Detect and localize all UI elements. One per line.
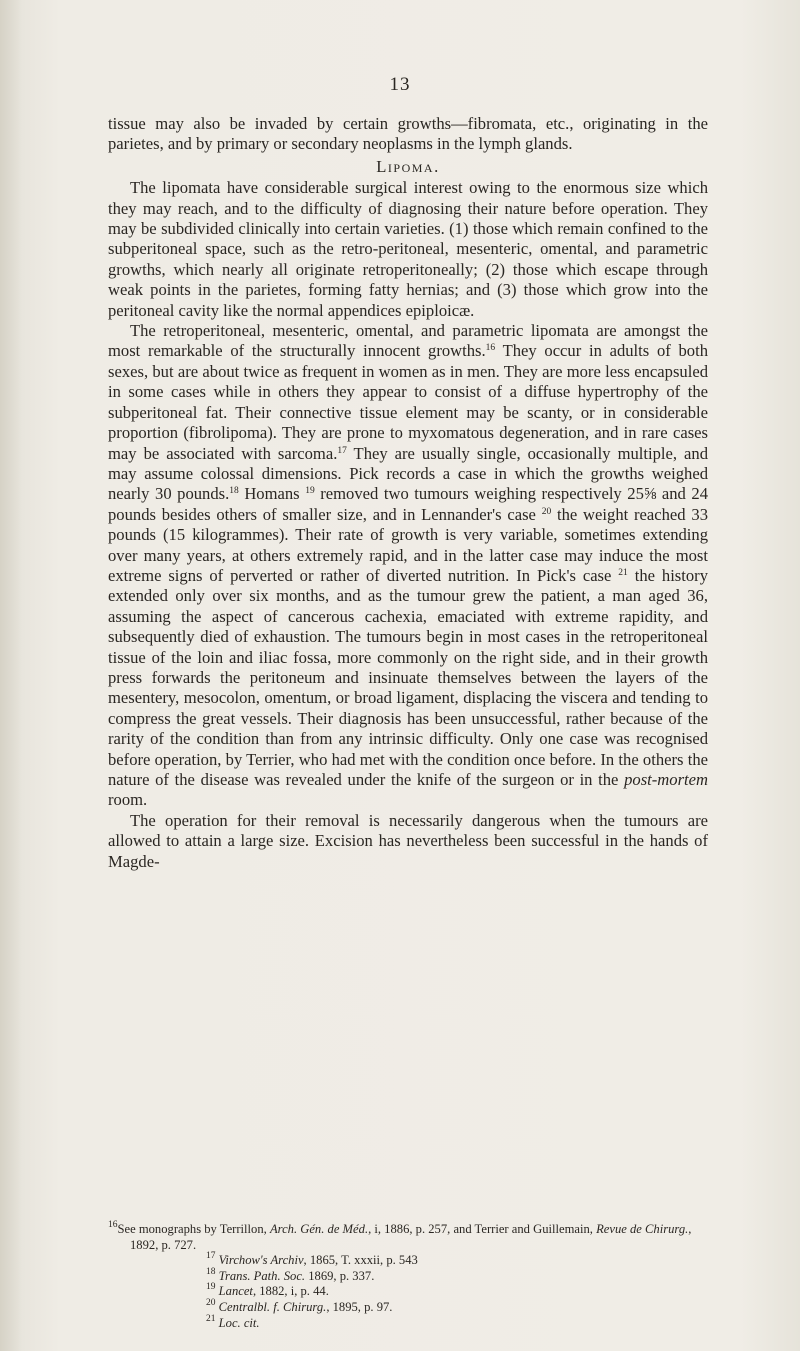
footnote-ref[interactable]: 17 <box>337 445 347 456</box>
footnote-17: $^{17}$ Virchow's Archiv, 1865, T. xxxii, p. 543 <box>206 1251 418 1268</box>
page-number: 13 <box>389 74 411 95</box>
footnote-16: $^{16}$See monographs by Terrillon, Arch. Gén. de Méd., i, 1886, p. 257, and Terrier and Guillemain, Revue de Chirurg., 1892, p. 727. <box>108 1220 692 1252</box>
footnote-ref[interactable]: 20 <box>541 506 552 517</box>
paragraph-retroperitoneal-lipomata: The retroperitoneal, mesenteric, omental, and parametric lipomata are amongst the most remarkable of the structurally innocent growths.$^{16}$ They occur in adults of both sexes, but are about twice as frequent in women as in men. They are more less encapsuled in some cases while in others they appear to consist of a diffuse hypertrophy of the subperitoneal fat. Their connective tissue element may be scanty, or in considerable proportion (fibrolipoma). They are prone to myxomatous degeneration, and in rare cases may be associated with sarcoma.$^{17}$ They are usually single, occasionally multiple, and may assume colossal dimensions. Pick records a case in which the growths weighed nearly 30 pounds.$^{18}$ Homans $^{19}$ removed two tumours weighing respectively 25⅝ and 24 pounds besides others of smaller size, and in Lennander's case $^{20}$ the weight reached 33 pounds (15 kilogrammes). Their rate of growth is very variable, sometimes extending over many years, at others extremely rapid, and in the latter case may induce the most extreme signs of perverted or rather of diverted nutrition. In Pick's case $^{21}$ the history extended only over six months, and as the tumour grew the patient, a man aged 36, assuming the aspect of cancerous cachexia, emaciated with extreme rapidity, and subsequently died of exhaustion. The tumours begin in most cases in the retroperitoneal tissue of the loin and iliac fossa, more commonly on the right side, and in their growth press forwards the peritoneum and insinuate themselves between the layers of the mesentery, mesocolon, omentum, or broad ligament, displacing the viscera and tending to compress the great vessels. Their diagnosis has been unsuccessful, rather because of the rarity of the condition than from any intrinsic difficulty. Only one case was recognised before operation, by Terrier, who had met with the condition once before. In the others the nature of the disease was revealed under the knife of the surgeon or in the post-mortem room. <box>108 321 708 810</box>
footnote-20: $^{20}$ Centralbl. f. Chirurg., 1895, p. 97. <box>206 1297 393 1314</box>
footnote-ref[interactable]: 21 <box>618 567 628 578</box>
footnote-21: $^{21}$ Loc. cit. <box>206 1313 260 1330</box>
page-gutter-shadow <box>0 0 22 1351</box>
footnote-ref[interactable]: 16 <box>485 343 496 354</box>
main-text-column <box>108 114 708 872</box>
footnote-19: $^{19}$ Lancet, 1882, i, p. 44. <box>206 1282 329 1299</box>
section-heading-lipoma: Lipoma. <box>376 156 440 176</box>
paragraph-lipomata-intro: The lipomata have considerable surgical interest owing to the enormous size which they may reach, and to the difficulty of diagnosing their nature before operation. They may be subdivided clinically into certain varieties. (1) those which remain confined to the subperitoneal space, such as the retro-peritoneal, mesenteric, omental, and parametric growths, which nearly all originate retroperitoneally; (2) those which escape through weak points in the parietes, forming fatty hernias; and (3) those which grow into the peritoneal cavity like the normal appendices epiploicæ. <box>108 178 708 320</box>
footnote-18: $^{18}$ Trans. Path. Soc. 1869, p. 337. <box>206 1266 375 1283</box>
paragraph-continued: tissue may also be invaded by certain growths—fibromata, etc., originating in the parietes, and by primary or secondary neoplasms in the lymph glands. <box>108 114 708 154</box>
paragraph-operation: The operation for their removal is necessarily dangerous when the tumours are allowed to attain a large size. Excision has nevertheless been successful in the hands of Magde- <box>108 810 708 871</box>
footnote-ref[interactable]: 18 <box>229 486 239 497</box>
footnotes <box>108 1222 708 1331</box>
footnote-ref[interactable]: 19 <box>305 486 315 497</box>
